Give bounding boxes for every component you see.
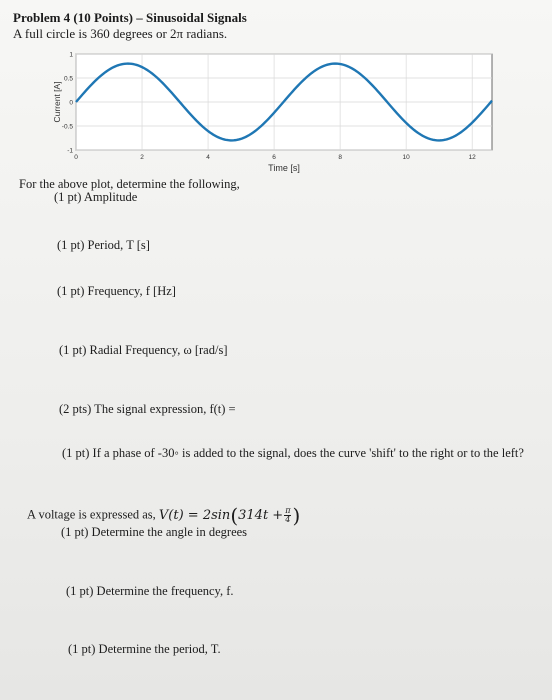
question-radial-frequency: (1 pt) Radial Frequency, ω [rad/s] (59, 343, 228, 357)
voltage-argument: 314t + (238, 507, 284, 523)
voltage-function: V(t) = 2sin (158, 507, 231, 523)
question-amplitude: (1 pt) Amplitude (54, 190, 138, 204)
y-axis-label: Current [A] (52, 81, 62, 123)
voltage-intro: A voltage is expressed as, (27, 507, 156, 522)
x-tick-label: 2 (140, 154, 144, 161)
phase-fraction (284, 507, 291, 524)
question-period: (1 pt) Period, T [s] (57, 238, 150, 252)
y-tick-label: 0 (69, 99, 73, 107)
sine-chart (38, 48, 498, 178)
voltage-statement (27, 503, 300, 527)
x-tick-label: 6 (272, 154, 276, 161)
y-tick-label: 0.5 (63, 75, 73, 83)
question-phase-shift: (1 pt) If a phase of -30◦ is added to the signal, does the curve 'shift' to the right or to the left? (62, 446, 524, 460)
question-voltage-period: (1 pt) Determine the period, T. (68, 642, 221, 656)
question-signal-expression: (2 pts) The signal expression, f(t) = (59, 402, 236, 416)
current-plot (38, 48, 498, 178)
problem-title: Problem 4 (10 Points) – Sinusoidal Signals (13, 10, 247, 25)
x-tick-label: 8 (338, 154, 342, 161)
question-frequency: (1 pt) Frequency, f [Hz] (57, 284, 176, 298)
voltage-expression: V(t) = 2sin(314t + $\frac{\pi}{4}$ ) (158, 503, 301, 527)
y-tick-label: -0.5 (61, 123, 73, 131)
question-voltage-frequency: (1 pt) Determine the frequency, f. (66, 584, 234, 598)
y-tick-label: -1 (67, 147, 73, 155)
x-tick-labels (74, 154, 476, 161)
fraction-denominator: 4 (285, 514, 291, 524)
questions-intro: For the above plot, determine the following, (19, 177, 240, 191)
y-tick-labels (62, 52, 74, 155)
x-tick-label: 4 (206, 154, 210, 161)
problem-subtitle: A full circle is 360 degrees or 2π radians. (13, 26, 228, 41)
question-angle-degrees: (1 pt) Determine the angle in degrees (61, 525, 248, 539)
x-tick-label: 10 (402, 154, 410, 161)
x-axis-label: Time [s] (268, 163, 300, 173)
y-tick-label: 1 (69, 51, 73, 59)
x-tick-label: 12 (468, 154, 476, 161)
fraction-numerator: π (285, 505, 291, 515)
x-tick-label: 0 (74, 154, 78, 161)
